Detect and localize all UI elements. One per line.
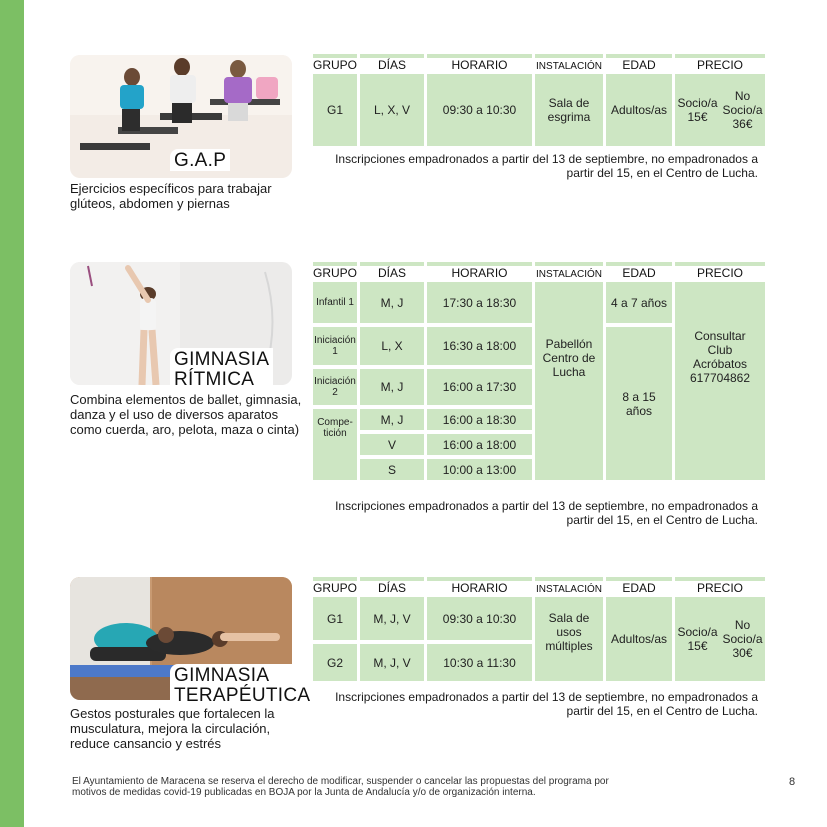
- cell-dias: M, J: [360, 407, 424, 432]
- header-instalacion: INSTALACIÓN: [535, 577, 603, 595]
- ritmica-description: Combina elementos de ballet, gimnasia, danza y el uso de diversos aparatos como cuerda, aro, pelota, maza o cinta): [70, 392, 302, 437]
- cell-edad: 8 a 15 años: [606, 325, 672, 482]
- cell-dias: L, X, V: [360, 72, 424, 148]
- cell-instalacion: Sala de usos múltiples: [535, 595, 603, 683]
- header-horario: HORARIO: [427, 54, 532, 72]
- cell-grupo: Compe-tición: [313, 407, 357, 482]
- header-instalacion: INSTALACIÓN: [535, 262, 603, 280]
- table-header-row: [313, 577, 765, 595]
- header-dias: DÍAS: [360, 577, 424, 595]
- header-precio: PRECIO: [675, 262, 765, 280]
- header-edad: EDAD: [606, 262, 672, 280]
- cell-dias: L, X: [360, 325, 424, 367]
- side-accent-bar: [0, 0, 24, 827]
- table-row: [313, 72, 765, 148]
- cell-edad: Adultos/as: [606, 595, 672, 683]
- price-socio: Socio/a 15€: [677, 625, 718, 653]
- terapeutica-description: Gestos posturales que fortalecen la musculatura, mejora la circulación, reduce cansancio y estrés: [70, 706, 275, 751]
- cell-precio: Consultar Club Acróbatos 617704862: [675, 280, 765, 482]
- cell-instalacion: Sala de esgrima: [535, 72, 603, 148]
- cell-horario: 16:00 a 17:30: [427, 367, 532, 407]
- cell-precio: [675, 72, 765, 148]
- cell-dias: M, J: [360, 280, 424, 325]
- ritmica-schedule-table: [310, 262, 768, 482]
- cell-grupo: G1: [313, 72, 357, 148]
- ritmica-title: GIMNASIA RÍTMICA: [170, 348, 273, 390]
- cell-horario: 17:30 a 18:30: [427, 280, 532, 325]
- cell-edad: Adultos/as: [606, 72, 672, 148]
- table-header-row: [313, 262, 765, 280]
- ritmica-registration-note: Inscripciones empadronados a partir del 13 de septiembre, no empadronados a partir del 15, en el Centro de Lucha.: [335, 499, 758, 527]
- cell-grupo: Iniciación 2: [313, 367, 357, 407]
- header-dias: DÍAS: [360, 54, 424, 72]
- cell-dias: M, J, V: [360, 642, 424, 683]
- header-instalacion: INSTALACIÓN: [535, 54, 603, 72]
- header-grupo: GRUPO: [313, 54, 357, 72]
- cell-instalacion: Pabellón Centro de Lucha: [535, 280, 603, 482]
- cell-grupo: G2: [313, 642, 357, 683]
- cell-grupo: G1: [313, 595, 357, 642]
- cell-horario: 16:00 a 18:30: [427, 407, 532, 432]
- header-grupo: GRUPO: [313, 262, 357, 280]
- header-dias: DÍAS: [360, 262, 424, 280]
- cell-dias: V: [360, 432, 424, 457]
- header-precio: PRECIO: [675, 577, 765, 595]
- header-horario: HORARIO: [427, 577, 532, 595]
- cell-horario: 09:30 a 10:30: [427, 595, 532, 642]
- price-no-socio: No Socio/a 36€: [722, 89, 763, 131]
- cell-horario: 16:00 a 18:00: [427, 432, 532, 457]
- cell-dias: M, J, V: [360, 595, 424, 642]
- footer-disclaimer: El Ayuntamiento de Maracena se reserva el derecho de modificar, suspender o cancelar las propuestas del programa por motivos de medidas covid-19 publicadas en BOJA por la Junta de Andalucía y/o de organización interna.: [72, 776, 609, 798]
- header-edad: EDAD: [606, 54, 672, 72]
- cell-horario: 16:30 a 18:00: [427, 325, 532, 367]
- header-horario: HORARIO: [427, 262, 532, 280]
- terapeutica-title: GIMNASIA TERAPÉUTICA: [170, 664, 314, 706]
- cell-horario: 10:30 a 11:30: [427, 642, 532, 683]
- gap-registration-note: Inscripciones empadronados a partir del 13 de septiembre, no empadronados a partir del 15, en el Centro de Lucha.: [335, 152, 758, 180]
- cell-dias: S: [360, 457, 424, 482]
- terapeutica-schedule-table: [310, 577, 768, 683]
- price-socio: Socio/a 15€: [677, 96, 718, 124]
- table-header-row: [313, 54, 765, 72]
- gap-schedule-table: [310, 54, 768, 148]
- cell-grupo: Iniciación 1: [313, 325, 357, 367]
- header-grupo: GRUPO: [313, 577, 357, 595]
- cell-horario: 10:00 a 13:00: [427, 457, 532, 482]
- price-no-socio: No Socio/a 30€: [722, 618, 763, 660]
- page-number: 8: [789, 776, 796, 788]
- cell-dias: M, J: [360, 367, 424, 407]
- terapeutica-registration-note: Inscripciones empadronados a partir del 13 de septiembre, no empadronados a partir del 15, en el Centro de Lucha.: [335, 690, 758, 718]
- header-precio: PRECIO: [675, 54, 765, 72]
- table-row: [313, 595, 765, 642]
- cell-grupo: Infantil 1: [313, 280, 357, 325]
- cell-edad: 4 a 7 años: [606, 280, 672, 325]
- gap-description: Ejercicios específicos para trabajar glúteos, abdomen y piernas: [70, 181, 272, 211]
- table-row: [313, 280, 765, 325]
- cell-precio: [675, 595, 765, 683]
- cell-horario: 09:30 a 10:30: [427, 72, 532, 148]
- header-edad: EDAD: [606, 577, 672, 595]
- gap-title: G.A.P: [170, 149, 230, 171]
